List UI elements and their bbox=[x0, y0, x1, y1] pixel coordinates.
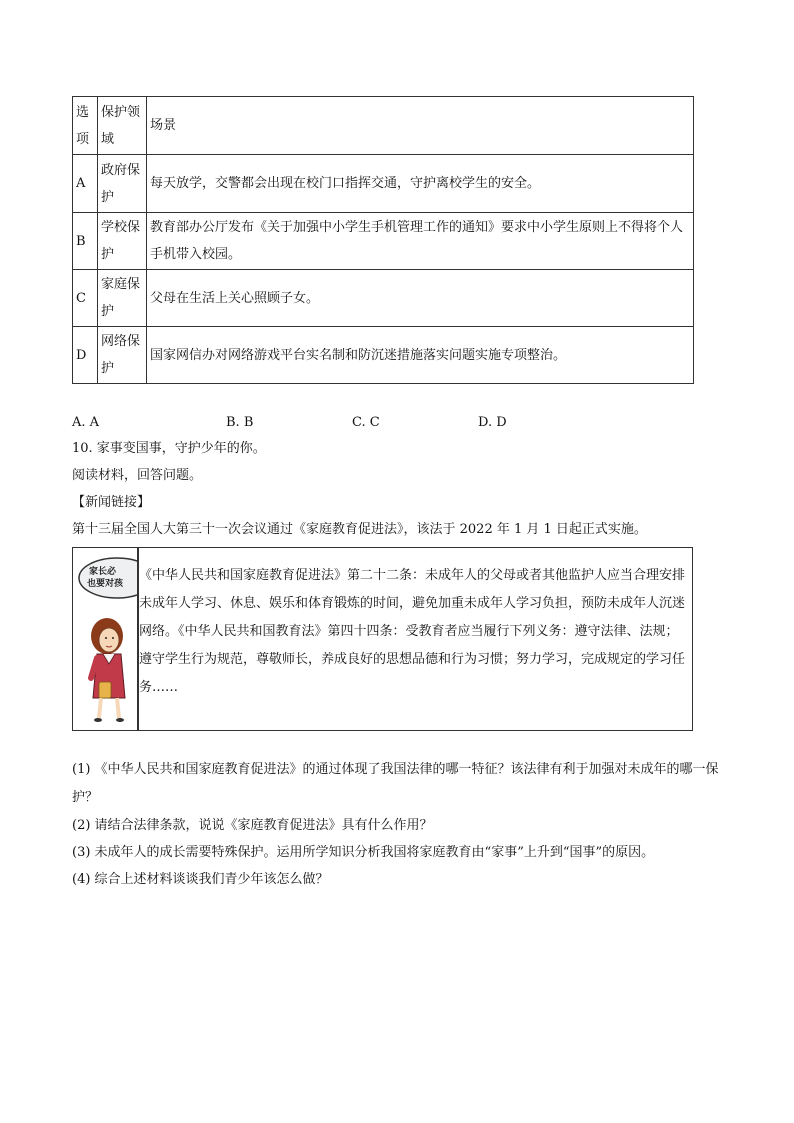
sub-question-4: (4) 综合上述材料谈谈我们青少年该怎么做？ bbox=[72, 872, 329, 887]
quote-box bbox=[72, 547, 693, 731]
question-instruction: 阅读材料，回答问题。 bbox=[72, 468, 203, 483]
row-scene: 教育部办公厅发布《关于加强中小学生手机管理工作的通知》要求中小学生原则上不得将个人手机带入校园。 bbox=[147, 213, 694, 270]
cartoon-illustration bbox=[73, 548, 139, 730]
row-option: B bbox=[73, 213, 98, 270]
sub-question-1: (1) 《中华人民共和国家庭教育促进法》的通过体现了我国法律的哪一特征？该法律有利于加强对未成年的哪一保护？ bbox=[72, 762, 719, 805]
answer-choice-b[interactable]: B. B bbox=[226, 415, 254, 430]
row-scene: 国家网信办对网络游戏平台实名制和防沉迷措施落实问题实施专项整治。 bbox=[147, 327, 694, 384]
row-field: 网络保护 bbox=[98, 327, 147, 384]
question-title: 10. 家事变国事，守护少年的你。 bbox=[72, 441, 266, 456]
header-field: 保护领域 bbox=[98, 97, 147, 155]
row-option: D bbox=[73, 327, 98, 384]
sub-question-2: (2) 请结合法律条款，说说《家庭教育促进法》具有什么作用？ bbox=[72, 818, 433, 833]
table-row bbox=[73, 270, 694, 327]
quote-text: 《中华人民共和国家庭教育促进法》第二十二条：未成年人的父母或者其他监护人应当合理安排未成年人学习、休息、娱乐和体育锻炼的时间，避免加重未成年人学习负担，预防未成年人沉迷网络。《中华人民共和国教育法》第四十四条：受教育者应当履行下列义务：遵守法律、法规；遵守学生行为规范，尊敬师长，养成良好的思想品德和行为习惯；努力学习，完成规定的学习任务…… bbox=[139, 568, 686, 695]
cartoon-caption-1: 家长必 bbox=[89, 567, 117, 577]
row-scene: 父母在生活上关心照顾子女。 bbox=[147, 270, 694, 327]
row-field: 学校保护 bbox=[98, 213, 147, 270]
row-scene: 每天放学，交警都会出现在校门口指挥交通，守护离校学生的安全。 bbox=[147, 155, 694, 213]
table-row bbox=[73, 155, 694, 213]
header-scene: 场景 bbox=[147, 97, 694, 155]
options-table bbox=[72, 96, 694, 384]
table-row bbox=[73, 213, 694, 270]
cartoon-caption-2: 也要对孩 bbox=[87, 579, 124, 589]
header-option: 选项 bbox=[73, 97, 98, 155]
row-field: 家庭保护 bbox=[98, 270, 147, 327]
row-field: 政府保护 bbox=[98, 155, 147, 213]
news-text: 第十三届全国人大第三十一次会议通过《家庭教育促进法》，该法于 2022 年 1 月 1 日起正式实施。 bbox=[72, 522, 647, 537]
answer-choice-d[interactable]: D. D bbox=[478, 415, 507, 430]
answer-choice-c[interactable]: C. C bbox=[352, 415, 380, 430]
answer-choice-a[interactable]: A. A bbox=[72, 415, 100, 430]
table-header-row bbox=[73, 97, 694, 155]
sub-question-3: (3) 未成年人的成长需要特殊保护。运用所学知识分析我国将家庭教育由“家事”上升到“国事”的原因。 bbox=[72, 845, 655, 860]
section-label: 【新闻链接】 bbox=[72, 495, 151, 510]
row-option: A bbox=[73, 155, 98, 213]
row-option: C bbox=[73, 270, 98, 327]
table-row bbox=[73, 327, 694, 384]
